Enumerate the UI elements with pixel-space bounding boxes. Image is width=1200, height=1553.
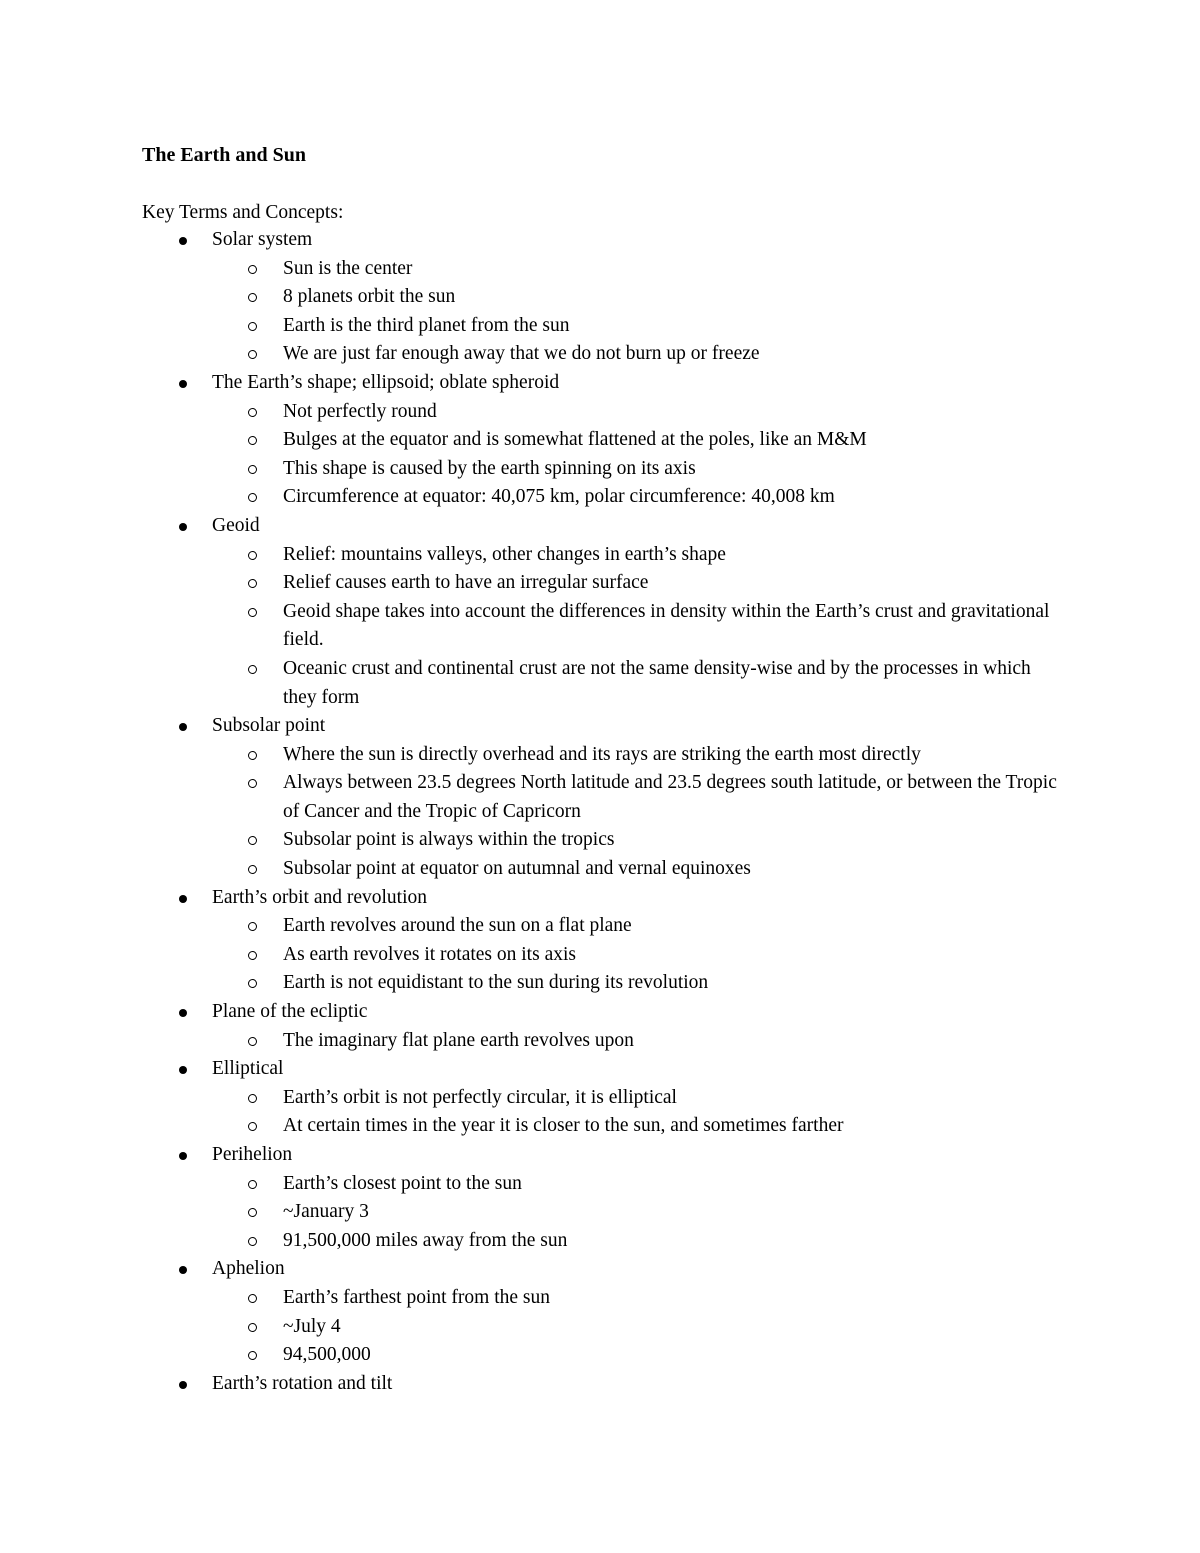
bullet-icon (179, 237, 187, 245)
sub-list-item (0, 255, 1200, 284)
sub-item-text: Subsolar point at equator on autumnal and vernal equinoxes (283, 858, 751, 880)
circle-bullet-icon (248, 350, 257, 359)
circle-bullet-icon (248, 1323, 257, 1332)
sub-item-text: Earth’s orbit is not perfectly circular, it is elliptical (283, 1086, 677, 1108)
circle-bullet-icon (248, 493, 257, 502)
bullet-icon (179, 1381, 187, 1389)
circle-bullet-icon (248, 1180, 257, 1189)
topic-label-text: Aphelion (212, 1258, 285, 1280)
circle-bullet-icon (248, 551, 257, 560)
topic-label (0, 1255, 1200, 1284)
sub-item-text: As earth revolves it rotates on its axis (283, 943, 576, 965)
sub-item-text: Bulges at the equator and is somewhat flattened at the poles, like an M&M (283, 429, 867, 451)
sub-item-text: Earth is not equidistant to the sun during its revolution (283, 972, 709, 994)
circle-bullet-icon (248, 836, 257, 845)
sub-list-item (0, 426, 1200, 455)
sub-item-text: Where the sun is directly overhead and its rays are striking the earth most directly (283, 743, 921, 765)
sub-item-text: Oceanic crust and continental crust are not the same density-wise and by the processes in which they form (283, 657, 1031, 708)
sub-item-text: 91,500,000 miles away from the sun (283, 1229, 568, 1251)
sub-item-text: Circumference at equator: 40,075 km, polar circumference: 40,008 km (283, 486, 835, 508)
sub-list-item (0, 969, 1200, 998)
topic-label-text: Elliptical (212, 1058, 284, 1080)
circle-bullet-icon (248, 751, 257, 760)
sub-item-text: 94,500,000 (283, 1344, 371, 1366)
sub-item-text: ~July 4 (283, 1315, 341, 1337)
topic-label (0, 1370, 1200, 1399)
list-item (0, 369, 1200, 512)
sub-list-item (0, 569, 1200, 598)
sub-item-text: Earth’s closest point to the sun (283, 1172, 522, 1194)
list-item (0, 1141, 1200, 1255)
circle-bullet-icon (248, 608, 257, 617)
sub-list-item (0, 598, 1200, 655)
sub-list-item (0, 1284, 1200, 1313)
circle-bullet-icon (248, 979, 257, 988)
topic-label-text: Subsolar point (212, 715, 326, 737)
sub-item-text: Earth is the third planet from the sun (283, 314, 570, 336)
list-item (0, 884, 1200, 998)
sub-item-text: This shape is caused by the earth spinning on its axis (283, 457, 696, 479)
sub-item-text: Relief causes earth to have an irregular surface (283, 572, 649, 594)
list-item (0, 1255, 1200, 1369)
sub-item-text: Not perfectly round (283, 400, 437, 422)
topic-label (0, 884, 1200, 913)
topic-label (0, 512, 1200, 541)
sub-item-text: Geoid shape takes into account the differences in density within the Earth’s crust and gravitational field. (283, 600, 1050, 651)
sub-item-text: Relief: mountains valleys, other changes in earth’s shape (283, 543, 726, 565)
list-item (0, 1370, 1200, 1399)
sub-list-item (0, 398, 1200, 427)
sub-list-item (0, 826, 1200, 855)
sub-item-text: 8 planets orbit the sun (283, 286, 456, 308)
circle-bullet-icon (248, 1294, 257, 1303)
topic-label (0, 1055, 1200, 1084)
circle-bullet-icon (248, 408, 257, 417)
section-heading: Key Terms and Concepts: (142, 202, 344, 223)
circle-bullet-icon (248, 1351, 257, 1360)
topic-label (0, 712, 1200, 741)
circle-bullet-icon (248, 1122, 257, 1131)
bullet-icon (179, 1009, 187, 1017)
sub-list-item (0, 1198, 1200, 1227)
bullet-icon (179, 1066, 187, 1074)
circle-bullet-icon (248, 951, 257, 960)
sub-list-item (0, 1313, 1200, 1342)
sub-list-item (0, 1027, 1200, 1056)
topic-label-text: The Earth’s shape; ellipsoid; oblate spheroid (212, 371, 560, 393)
topic-label-text: Earth’s orbit and revolution (212, 886, 427, 908)
sub-list-item (0, 941, 1200, 970)
sub-list-item (0, 340, 1200, 369)
topic-label-text: Earth’s rotation and tilt (212, 1372, 393, 1394)
topic-label (0, 1141, 1200, 1170)
circle-bullet-icon (248, 1237, 257, 1246)
list-item (0, 226, 1200, 369)
sub-list-item (0, 483, 1200, 512)
sub-list-item (0, 455, 1200, 484)
bullet-icon (179, 523, 187, 531)
circle-bullet-icon (248, 436, 257, 445)
sub-list-item (0, 655, 1200, 712)
list-item (0, 712, 1200, 884)
sub-item-text: At certain times in the year it is closer to the sun, and sometimes farther (283, 1115, 844, 1137)
key-terms-list (0, 226, 1200, 1398)
circle-bullet-icon (248, 779, 257, 788)
sub-item-text: The imaginary flat plane earth revolves upon (283, 1029, 634, 1051)
sub-list-item (0, 541, 1200, 570)
sub-list-item (0, 283, 1200, 312)
topic-label-text: Plane of the ecliptic (212, 1001, 368, 1023)
sub-item-text: Earth revolves around the sun on a flat plane (283, 915, 632, 937)
sub-list-item (0, 312, 1200, 341)
sub-list-item (0, 741, 1200, 770)
circle-bullet-icon (248, 1037, 257, 1046)
sub-list-item (0, 1112, 1200, 1141)
sub-list-item (0, 855, 1200, 884)
circle-bullet-icon (248, 322, 257, 331)
circle-bullet-icon (248, 865, 257, 874)
circle-bullet-icon (248, 465, 257, 474)
sub-item-text: Sun is the center (283, 257, 413, 279)
bullet-icon (179, 1266, 187, 1274)
sub-list-item (0, 769, 1200, 826)
document-title: The Earth and Sun (142, 144, 306, 166)
list-item (0, 1055, 1200, 1141)
circle-bullet-icon (248, 1208, 257, 1217)
circle-bullet-icon (248, 579, 257, 588)
sub-list-item (0, 912, 1200, 941)
topic-label-text: Perihelion (212, 1144, 293, 1165)
circle-bullet-icon (248, 665, 257, 674)
topic-label (0, 226, 1200, 255)
circle-bullet-icon (248, 293, 257, 302)
sub-item-text: ~January 3 (283, 1201, 369, 1223)
sub-item-text: Always between 23.5 degrees North latitude and 23.5 degrees south latitude, or between the Tropic of Cancer and the Tropic of Capricorn (283, 772, 1057, 822)
sub-item-text: We are just far enough away that we do not burn up or freeze (283, 343, 760, 365)
list-item (0, 998, 1200, 1055)
circle-bullet-icon (248, 1094, 257, 1103)
bullet-icon (179, 1152, 187, 1160)
bullet-icon (179, 380, 187, 388)
sub-list-item (0, 1084, 1200, 1113)
circle-bullet-icon (248, 265, 257, 274)
sub-item-text: Earth’s farthest point from the sun (283, 1286, 550, 1308)
sub-list-item (0, 1227, 1200, 1256)
bullet-icon (179, 723, 187, 731)
sub-item-text: Subsolar point is always within the tropics (283, 829, 615, 851)
topic-label-text: Solar system (212, 229, 313, 250)
sub-list-item (0, 1341, 1200, 1370)
topic-label-text: Geoid (212, 514, 260, 536)
sub-list-item (0, 1170, 1200, 1199)
list-item (0, 512, 1200, 712)
bullet-icon (179, 895, 187, 903)
topic-label (0, 998, 1200, 1027)
topic-label (0, 369, 1200, 398)
circle-bullet-icon (248, 922, 257, 931)
